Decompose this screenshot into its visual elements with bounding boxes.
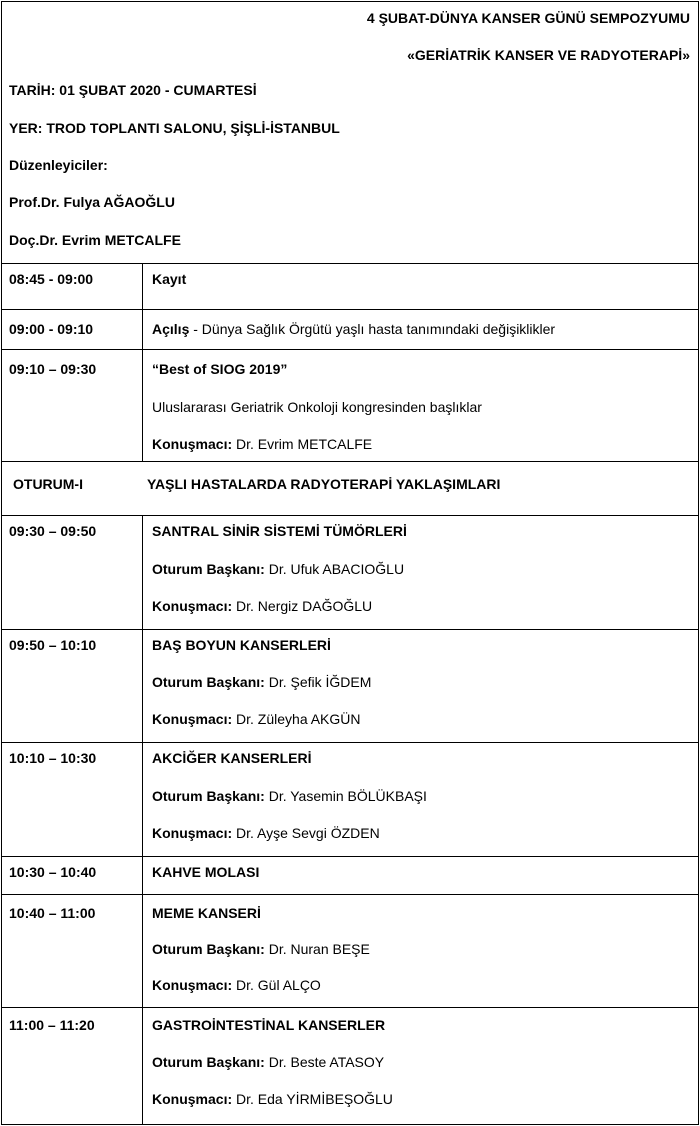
speaker-label: Konuşmacı: xyxy=(152,711,233,727)
chair-name: Dr. Şefik İĞDEM xyxy=(264,674,372,690)
divider xyxy=(1,461,699,462)
row-title: KAHVE MOLASI xyxy=(152,864,260,880)
row-title: BAŞ BOYUN KANSERLERİ xyxy=(152,637,331,653)
row-title: AKCİĞER KANSERLERİ xyxy=(152,750,312,766)
chair-line xyxy=(152,1053,384,1071)
row-title: Açılış xyxy=(152,321,190,337)
organizer-name: Doç.Dr. Evrim METCALFE xyxy=(9,232,181,248)
row-time: 10:10 – 10:30 xyxy=(9,750,97,766)
divider xyxy=(1,263,699,264)
row-title: MEME KANSERİ xyxy=(152,905,261,921)
row-time: 11:00 – 11:20 xyxy=(9,1017,95,1033)
chair-name: Dr. Nuran BEŞE xyxy=(264,941,370,957)
divider xyxy=(1,856,699,857)
chair-label: Oturum Başkanı: xyxy=(152,674,265,690)
event-date: TARİH: 01 ŞUBAT 2020 - CUMARTESİ xyxy=(9,82,257,98)
chair-line xyxy=(152,787,427,805)
speaker-line xyxy=(152,824,380,842)
speaker-name: Dr. Eda YİRMİBEŞOĞLU xyxy=(232,1091,393,1107)
row-time: 09:10 – 09:30 xyxy=(9,361,97,377)
speaker-name: Dr. Nergiz DAĞOĞLU xyxy=(232,598,373,614)
row-description: - Dünya Sağlık Örgütü yaşlı hasta tanımındaki değişiklikler xyxy=(189,321,556,337)
column-divider xyxy=(142,515,143,1125)
row-time: 09:50 – 10:10 xyxy=(9,637,97,653)
divider xyxy=(1,742,699,743)
organizer-name: Prof.Dr. Fulya AĞAOĞLU xyxy=(9,194,175,210)
chair-name: Dr. Beste ATASOY xyxy=(264,1054,385,1070)
speaker-line xyxy=(152,597,372,615)
divider xyxy=(1,629,699,630)
chair-name: Dr. Yasemin BÖLÜKBAŞI xyxy=(264,788,427,804)
divider xyxy=(1,515,699,516)
row-title: “Best of SIOG 2019” xyxy=(152,361,288,377)
speaker-name: Dr. Züleyha AKGÜN xyxy=(232,711,361,727)
speaker-name: Dr. Ayşe Sevgi ÖZDEN xyxy=(232,825,380,841)
divider xyxy=(1,309,699,310)
chair-label: Oturum Başkanı: xyxy=(152,941,265,957)
row-time: 10:40 – 11:00 xyxy=(9,905,96,921)
organizers-label: Düzenleyiciler: xyxy=(9,157,108,173)
speaker-line xyxy=(152,1090,393,1108)
chair-label: Oturum Başkanı: xyxy=(152,1054,265,1070)
chair-line xyxy=(152,560,404,578)
speaker-label: Konuşmacı: xyxy=(152,598,233,614)
speaker-line xyxy=(152,976,321,994)
speaker-label: Konuşmacı: xyxy=(152,1091,233,1107)
speaker-label: Konuşmacı: xyxy=(152,436,233,452)
symposium-title: 4 ŞUBAT-DÜNYA KANSER GÜNÜ SEMPOZYUMU xyxy=(366,10,690,26)
chair-label: Oturum Başkanı: xyxy=(152,561,265,577)
speaker-name: Dr. Gül ALÇO xyxy=(232,977,321,993)
row-time: 09:30 – 09:50 xyxy=(9,523,97,539)
row-title: GASTROİNTESTİNAL KANSERLER xyxy=(152,1017,386,1033)
row-title: Kayıt xyxy=(152,271,187,287)
chair-label: Oturum Başkanı: xyxy=(152,788,265,804)
speaker-label: Konuşmacı: xyxy=(152,977,233,993)
divider xyxy=(1,349,699,350)
row-time: 08:45 - 09:00 xyxy=(9,271,94,287)
column-divider xyxy=(142,263,143,461)
row-title: SANTRAL SİNİR SİSTEMİ TÜMÖRLERİ xyxy=(152,523,407,539)
row-time: 10:30 – 10:40 xyxy=(9,864,97,880)
symposium-subtitle: «GERİATRİK KANSER VE RADYOTERAPİ» xyxy=(407,47,690,63)
divider xyxy=(1,894,699,895)
divider xyxy=(1,1007,699,1008)
speaker-label: Konuşmacı: xyxy=(152,825,233,841)
row-description: Uluslararası Geriatrik Onkoloji kongresinden başlıklar xyxy=(152,399,482,415)
row-title-line xyxy=(152,320,555,338)
chair-line xyxy=(152,940,370,958)
speaker-line xyxy=(152,435,372,453)
chair-name: Dr. Ufuk ABACIOĞLU xyxy=(264,561,405,577)
speaker-line xyxy=(152,710,361,728)
event-venue: YER: TROD TOPLANTI SALONU, ŞİŞLİ-İSTANBUL xyxy=(9,120,340,136)
session-title: YAŞLI HASTALARDA RADYOTERAPİ YAKLAŞIMLARI xyxy=(147,476,501,492)
chair-line xyxy=(152,673,371,691)
session-label: OTURUM-I xyxy=(13,476,83,492)
row-time: 09:00 - 09:10 xyxy=(9,321,94,337)
speaker-name: Dr. Evrim METCALFE xyxy=(232,436,373,452)
